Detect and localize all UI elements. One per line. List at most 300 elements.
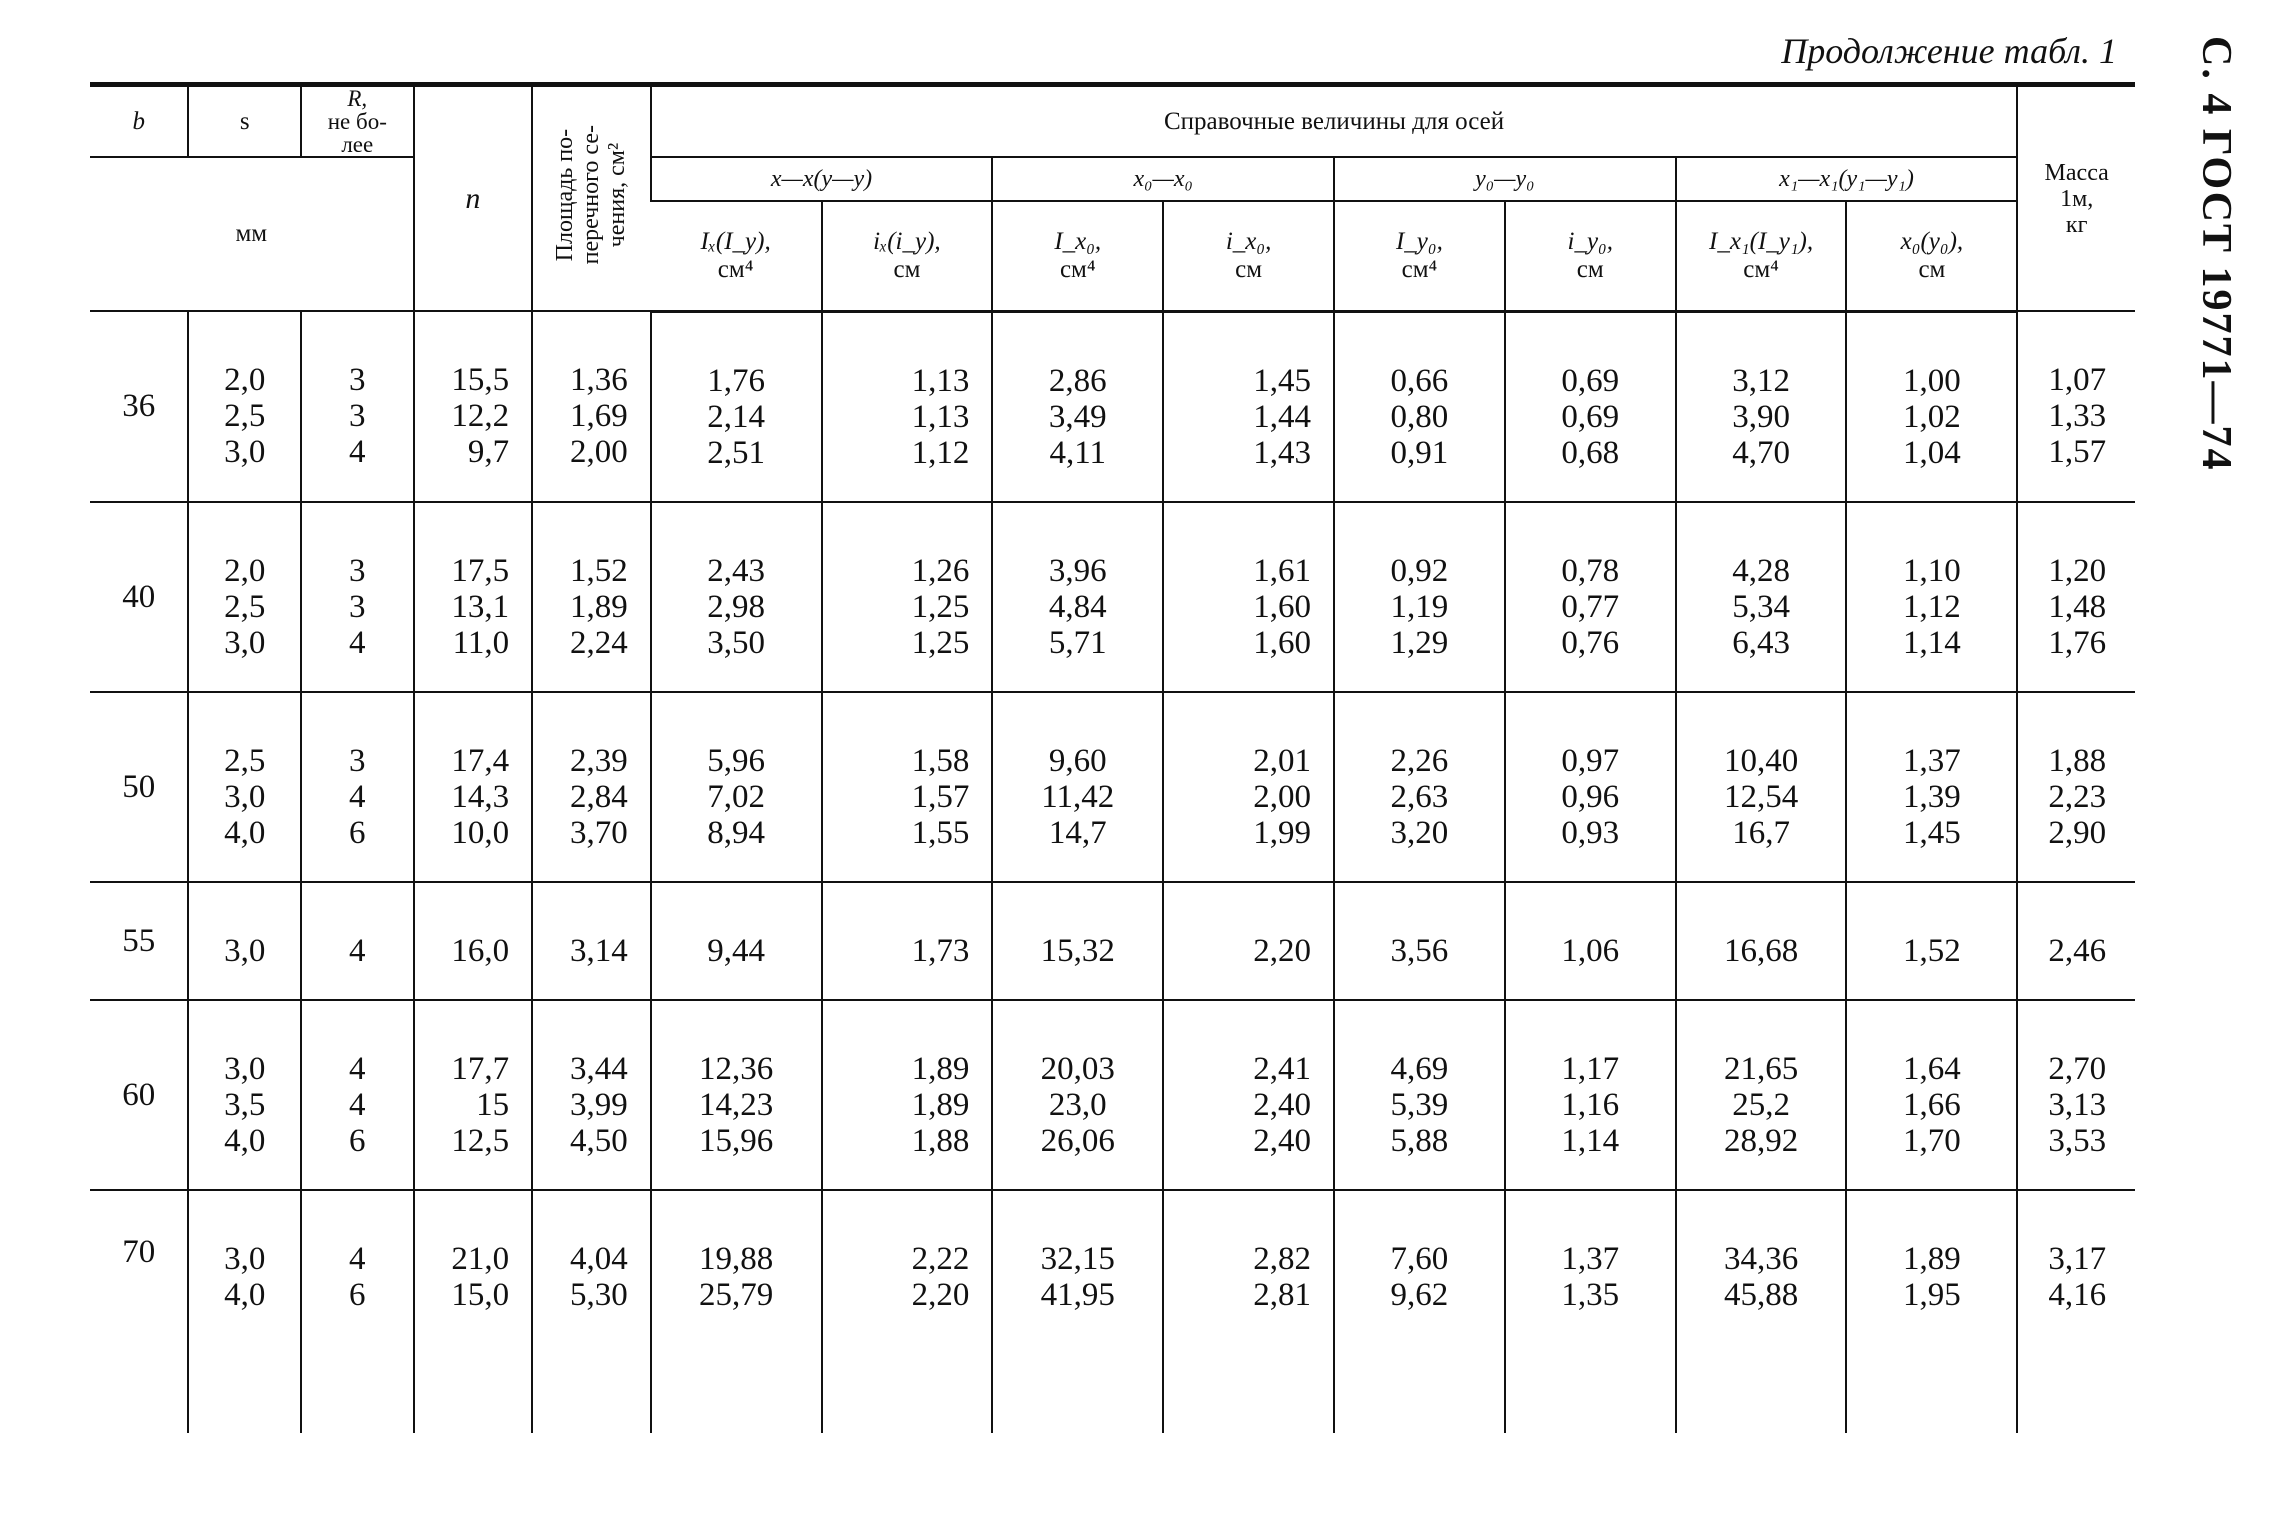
cell-value: 0,78: [1561, 552, 1620, 589]
cell-value: 1,14: [1561, 1122, 1620, 1159]
cell-value: 2,84: [569, 778, 628, 815]
area-cell: [532, 311, 651, 502]
ix-cell: [651, 882, 822, 1000]
cell-value: 1,89: [1903, 1240, 1961, 1277]
header-col-x0: [1846, 201, 2017, 311]
ix0-cell: [992, 1190, 1163, 1433]
header-r-line: R,: [347, 86, 368, 111]
cell-value: 2,40: [1253, 1122, 1311, 1159]
cell-value: 2,00: [569, 434, 628, 470]
cell-value: 2,98: [707, 588, 765, 625]
cell-value: 2,86: [1048, 362, 1107, 399]
table-body: [90, 311, 2135, 1433]
cell-value: 1,58: [911, 742, 970, 779]
cell-value: 1,12: [1903, 588, 1961, 625]
rx0-cell: [1163, 692, 1334, 882]
header-col-symbol: I_y₀,: [1395, 227, 1443, 255]
cell-value: 21,0: [451, 1240, 510, 1277]
cell-value: 20,03: [1040, 1050, 1115, 1087]
x0-cell: [1846, 502, 2017, 692]
cell-value: 3,49: [1048, 398, 1107, 435]
cell-value: 1,45: [1903, 814, 1961, 851]
cell-value: 21,65: [1723, 1050, 1799, 1087]
ix1-cell: [1676, 692, 1847, 882]
cell-value: 1,52: [569, 552, 628, 589]
rx-cell: [822, 882, 993, 1000]
cell-value: 1,44: [1253, 398, 1311, 435]
mass-cell: [2017, 1000, 2135, 1190]
rx-cell: [822, 692, 993, 882]
ix-cell: [651, 311, 822, 502]
cell-value: 23,0: [1048, 1086, 1107, 1123]
cell-value: 1,45: [1253, 362, 1311, 399]
area-cell: [532, 1000, 651, 1190]
r-cell: [301, 311, 414, 502]
rx0-cell: [1163, 882, 1334, 1000]
cell-value: 3,53: [2048, 1122, 2107, 1159]
cell-value: 2,51: [707, 434, 765, 471]
n-cell: [414, 882, 533, 1000]
cell-value: 0,69: [1561, 398, 1620, 435]
area-cell: [532, 692, 651, 882]
x0-cell: [1846, 311, 2017, 502]
ix0-cell: [992, 1000, 1163, 1190]
cell-value: 3,12: [1732, 362, 1790, 399]
header-col-symbol: iₓ(i_y),: [873, 227, 941, 255]
rx-cell: [822, 1190, 993, 1433]
cell-value: 4: [349, 624, 366, 661]
ix0-cell: [992, 311, 1163, 502]
cell-value: 2,20: [911, 1276, 970, 1313]
b-cell: 40: [90, 502, 188, 692]
header-col-iy0: [1334, 201, 1505, 311]
header-r-line: лее: [341, 132, 374, 157]
b-cell: 70: [122, 1233, 156, 1270]
area-cell: [532, 882, 651, 1000]
cell-value: 9,44: [707, 932, 765, 969]
ix-cell: [651, 692, 822, 882]
cell-value: 1,76: [707, 362, 765, 399]
n-cell: [414, 311, 533, 502]
header-col-symbol: i_x₀,: [1225, 227, 1272, 255]
cell-value: 1,39: [1903, 778, 1961, 815]
cell-value: 2,0: [224, 552, 266, 589]
x0-cell: [1846, 882, 2017, 1000]
table-row: [90, 882, 2135, 1000]
cell-value: 0,92: [1390, 552, 1449, 589]
cell-value: 3: [349, 398, 366, 434]
n-cell: [414, 692, 533, 882]
header-col-unit: см: [893, 255, 921, 283]
cell-value: 4,70: [1732, 434, 1790, 471]
cell-value: 17,4: [451, 742, 510, 779]
cell-value: 6: [349, 1122, 366, 1159]
ry0-cell: [1505, 882, 1676, 1000]
header-col-symbol: x₀(y₀),: [1900, 227, 1964, 255]
ry0-cell: [1505, 1000, 1676, 1190]
table-row: [90, 1190, 2135, 1433]
cell-value: 2,01: [1253, 742, 1311, 779]
cell-value: 4,16: [2048, 1276, 2107, 1313]
iy0-cell: [1334, 502, 1505, 692]
cell-value: 1,88: [911, 1122, 970, 1159]
mass-cell: [2017, 502, 2135, 692]
cell-value: 1,76: [2048, 624, 2107, 661]
n-cell: [414, 1000, 533, 1190]
cell-value: 14,3: [451, 778, 510, 815]
cell-value: 1,29: [1390, 624, 1449, 661]
cell-value: 3,14: [569, 932, 628, 969]
rx-cell: [822, 1000, 993, 1190]
b-cell: 60: [90, 1000, 188, 1190]
cell-value: 4,0: [224, 1122, 266, 1159]
ix1-cell: [1676, 502, 1847, 692]
header-area-line: перечного се-: [578, 125, 605, 265]
n-cell: [414, 1190, 533, 1433]
cell-value: 9,62: [1390, 1276, 1449, 1313]
cell-value: 3: [349, 588, 366, 625]
cell-value: 1,89: [569, 588, 628, 625]
header-b: b: [90, 85, 188, 158]
cell-value: 0,93: [1561, 814, 1620, 851]
cell-value: 1,35: [1561, 1276, 1620, 1313]
cell-value: 28,92: [1723, 1122, 1799, 1159]
cell-value: 4,11: [1049, 434, 1107, 471]
cell-value: 1,25: [911, 588, 970, 625]
header-n: n: [414, 85, 533, 312]
r-cell: [301, 1190, 414, 1433]
cell-value: 16,68: [1723, 932, 1799, 969]
cell-value: 1,13: [911, 398, 970, 435]
area-cell: [532, 502, 651, 692]
mass-cell: [2017, 692, 2135, 882]
cell-value: 2,63: [1390, 778, 1449, 815]
cell-value: 16,7: [1732, 814, 1790, 851]
cell-value: 45,88: [1723, 1276, 1799, 1313]
cell-value: 0,77: [1561, 588, 1620, 625]
cell-value: 5,88: [1390, 1122, 1449, 1159]
header-col-ry0: [1505, 201, 1676, 311]
cell-value: 41,95: [1040, 1276, 1115, 1313]
cell-value: 32,15: [1040, 1240, 1115, 1277]
ry0-cell: [1505, 502, 1676, 692]
cell-value: 6: [349, 1276, 366, 1313]
cell-value: 1,95: [1903, 1276, 1961, 1313]
cell-value: 2,5: [224, 588, 266, 625]
x0-cell: [1846, 1000, 2017, 1190]
cell-value: 1,10: [1903, 552, 1961, 589]
cell-value: 1,88: [2048, 742, 2107, 779]
cell-value: 3,0: [224, 434, 266, 470]
cell-value: 1,52: [1903, 932, 1961, 969]
ix0-cell: [992, 692, 1163, 882]
cell-value: 4,50: [569, 1122, 628, 1159]
cell-value: 1,37: [1903, 742, 1961, 779]
cell-value: 4: [349, 1086, 366, 1123]
header-col-unit: см⁴: [1743, 255, 1779, 283]
cell-value: 14,23: [698, 1086, 774, 1123]
header-r: [301, 85, 414, 158]
cell-value: 5,96: [707, 742, 765, 779]
s-cell: [188, 882, 301, 1000]
mass-cell: [2017, 882, 2135, 1000]
cell-value: 2,00: [1253, 778, 1311, 815]
cell-value: 3: [349, 362, 366, 398]
header-col-unit: см: [1918, 255, 1946, 283]
cell-value: 1,14: [1903, 624, 1961, 661]
cell-value: 1,19: [1390, 588, 1449, 625]
cell-value: 4,84: [1048, 588, 1107, 625]
ix1-cell: [1676, 1190, 1847, 1433]
cell-value: 6: [349, 814, 366, 851]
header-r-line: не бо-: [327, 109, 387, 134]
cell-value: 1,02: [1903, 398, 1961, 435]
cell-value: 12,54: [1723, 778, 1799, 815]
cell-value: 3,0: [224, 932, 266, 969]
gost-table: [90, 82, 2135, 1433]
cell-value: 1,89: [911, 1050, 970, 1087]
header-col-unit: см: [1576, 255, 1604, 283]
cell-value: 2,24: [569, 624, 628, 661]
x0-cell: [1846, 1190, 2017, 1433]
cell-value: 2,26: [1390, 742, 1449, 779]
r-cell: [301, 1000, 414, 1190]
cell-value: 4,69: [1390, 1050, 1449, 1087]
header-col-unit: см⁴: [1059, 255, 1096, 283]
cell-value: 2,14: [707, 398, 765, 435]
rx0-cell: [1163, 502, 1334, 692]
cell-value: 1,17: [1561, 1050, 1620, 1087]
cell-value: 3,56: [1390, 932, 1449, 969]
s-cell: [188, 311, 301, 502]
ix0-cell: [992, 882, 1163, 1000]
cell-value: 17,5: [451, 552, 510, 589]
mass-cell: [2017, 311, 2135, 502]
cell-value: 15,5: [451, 362, 510, 398]
mass-cell: [2017, 1190, 2135, 1433]
cell-value: 5,30: [569, 1276, 628, 1313]
cell-value: 0,69: [1561, 362, 1620, 399]
cell-value: 1,57: [2048, 434, 2107, 470]
header-col-ix0: [992, 201, 1163, 311]
header-mm: мм: [90, 157, 414, 311]
table-continuation-caption: Продолжение табл. 1: [1781, 31, 2117, 71]
table-row: [90, 1000, 2135, 1190]
cell-value: 2,5: [224, 742, 266, 779]
cell-value: 1,99: [1253, 814, 1311, 851]
header-col-symbol: i_y₀,: [1567, 227, 1613, 255]
cell-value: 1,66: [1903, 1086, 1961, 1123]
s-cell: [188, 1000, 301, 1190]
rx0-cell: [1163, 1190, 1334, 1433]
cell-value: 1,61: [1253, 552, 1311, 589]
cell-value: 26,06: [1040, 1122, 1115, 1159]
cell-value: 2,70: [2048, 1050, 2107, 1087]
cell-value: 5,71: [1048, 624, 1107, 661]
cell-value: 1,69: [569, 398, 628, 434]
cell-value: 0,91: [1390, 434, 1449, 471]
header-col-symbol: I_x₀,: [1054, 227, 1102, 255]
cell-value: 1,73: [911, 932, 970, 969]
header-area: [532, 85, 651, 312]
cell-value: 4,28: [1732, 552, 1790, 589]
cell-value: 2,41: [1253, 1050, 1311, 1087]
cell-value: 2,40: [1253, 1086, 1311, 1123]
cell-value: 3,20: [1390, 814, 1449, 851]
header-col-ix1: [1676, 201, 1847, 311]
header-col-unit: см: [1235, 255, 1263, 283]
cell-value: 3,99: [569, 1086, 628, 1123]
cell-value: 1,43: [1253, 434, 1311, 471]
b-cell: 55: [90, 882, 188, 1000]
cell-value: 3,44: [569, 1050, 628, 1087]
cell-value: 9,7: [467, 434, 510, 470]
cell-value: 0,80: [1390, 398, 1449, 435]
cell-value: 7,02: [707, 778, 765, 815]
cell-value: 2,81: [1253, 1276, 1311, 1313]
cell-value: 1,26: [911, 552, 970, 589]
cell-value: 3,0: [224, 778, 266, 815]
table-row: [90, 311, 2135, 502]
header-group-y0y0: y₀—y₀: [1334, 157, 1676, 201]
cell-value: 15: [476, 1086, 510, 1123]
r-cell: [301, 692, 414, 882]
cell-value: 3,50: [707, 624, 765, 661]
ix1-cell: [1676, 311, 1847, 502]
cell-value: 15,32: [1040, 932, 1115, 969]
area-cell: [532, 1190, 651, 1433]
cell-value: 1,70: [1903, 1122, 1961, 1159]
side-page-label-text: С. 4 ГОСТ 19771—74: [2193, 36, 2239, 472]
cell-value: 2,0: [224, 362, 266, 398]
ix-cell: [651, 1190, 822, 1433]
table-row: [90, 502, 2135, 692]
cell-value: 3,96: [1048, 552, 1107, 589]
cell-value: 15,0: [451, 1276, 510, 1313]
cell-value: 13,1: [451, 588, 510, 625]
iy0-cell: [1334, 311, 1505, 502]
cell-value: 12,2: [451, 398, 510, 434]
cell-value: 10,40: [1723, 742, 1799, 779]
cell-value: 1,60: [1253, 624, 1311, 661]
cell-value: 1,55: [911, 814, 970, 851]
rx0-cell: [1163, 311, 1334, 502]
cell-value: 1,37: [1561, 1240, 1620, 1277]
cell-value: 2,23: [2048, 778, 2107, 815]
cell-value: 15,96: [698, 1122, 774, 1159]
cell-value: 1,64: [1903, 1050, 1961, 1087]
cell-value: 12,5: [451, 1122, 510, 1159]
s-cell: [188, 502, 301, 692]
header-col-rx: [822, 201, 993, 311]
b-cell: 36: [90, 311, 188, 502]
cell-value: 3,13: [2048, 1086, 2107, 1123]
header-group-x0x0: x₀—x₀: [992, 157, 1334, 201]
cell-value: 34,36: [1723, 1240, 1799, 1277]
cell-value: 25,2: [1732, 1086, 1790, 1123]
header-reference: Справочные величины для осей: [651, 85, 2018, 158]
cell-value: 3,0: [224, 1050, 266, 1087]
cell-value: 2,5: [224, 398, 266, 434]
r-cell: [301, 882, 414, 1000]
iy0-cell: [1334, 882, 1505, 1000]
cell-value: 1,25: [911, 624, 970, 661]
cell-value: 3,17: [2048, 1240, 2107, 1277]
cell-value: 4: [349, 1240, 366, 1277]
cell-value: 4: [349, 1050, 366, 1087]
cell-value: 3,0: [224, 624, 266, 661]
cell-value: 14,7: [1048, 814, 1107, 851]
r-cell: [301, 502, 414, 692]
cell-value: 17,7: [451, 1050, 510, 1087]
header-mass: [2017, 85, 2135, 312]
cell-value: 2,90: [2048, 814, 2107, 851]
cell-value: 1,13: [911, 362, 970, 399]
cell-value: 1,04: [1903, 434, 1961, 471]
table-row: [90, 692, 2135, 882]
cell-value: 1,20: [2048, 552, 2107, 589]
header-mass-line: 1м,: [2060, 185, 2094, 212]
cell-value: 4: [349, 434, 366, 470]
cell-value: 11,0: [452, 624, 510, 661]
cell-value: 4: [349, 932, 366, 969]
cell-value: 1,06: [1561, 932, 1620, 969]
s-cell: [188, 1190, 301, 1433]
header-mass-line: кг: [2065, 211, 2088, 238]
ix-cell: [651, 1000, 822, 1190]
header-col-symbol: I_x₁(I_y₁),: [1709, 227, 1814, 255]
header-col-ix: [651, 201, 822, 311]
cell-value: 5,39: [1390, 1086, 1449, 1123]
cell-value: 12,36: [698, 1050, 774, 1087]
x0-cell: [1846, 692, 2017, 882]
cell-value: 11,42: [1041, 778, 1115, 815]
cell-value: 19,88: [698, 1240, 774, 1277]
rx-cell: [822, 502, 993, 692]
cell-value: 16,0: [451, 932, 510, 969]
header-s: s: [188, 85, 301, 158]
n-cell: [414, 502, 533, 692]
cell-value: 1,60: [1253, 588, 1311, 625]
s-cell: [188, 692, 301, 882]
cell-value: 2,22: [911, 1240, 970, 1277]
ry0-cell: [1505, 311, 1676, 502]
cell-value: 1,00: [1903, 362, 1961, 399]
iy0-cell: [1334, 692, 1505, 882]
cell-value: 2,20: [1253, 932, 1311, 969]
cell-value: 4,0: [224, 814, 266, 851]
cell-value: 7,60: [1390, 1240, 1449, 1277]
cell-value: 4,04: [569, 1240, 628, 1277]
ry0-cell: [1505, 692, 1676, 882]
ix-cell: [651, 502, 822, 692]
cell-value: 3,70: [569, 814, 628, 851]
iy0-cell: [1334, 1000, 1505, 1190]
cell-value: 1,07: [2048, 362, 2107, 398]
header-group-x1x1: x₁—x₁(y₁—y₁): [1676, 157, 2018, 201]
cell-value: 1,89: [911, 1086, 970, 1123]
cell-value: 6,43: [1732, 624, 1790, 661]
cell-value: 2,82: [1253, 1240, 1311, 1277]
ix1-cell: [1676, 1000, 1847, 1190]
header-area-line: Площадь по-: [552, 128, 579, 262]
ry0-cell: [1505, 1190, 1676, 1433]
header-area-text: [552, 125, 630, 264]
cell-value: 0,97: [1561, 742, 1620, 779]
cell-value: 3: [349, 552, 366, 589]
header-col-unit: см⁴: [1401, 255, 1438, 283]
cell-value: 2,39: [569, 742, 628, 779]
